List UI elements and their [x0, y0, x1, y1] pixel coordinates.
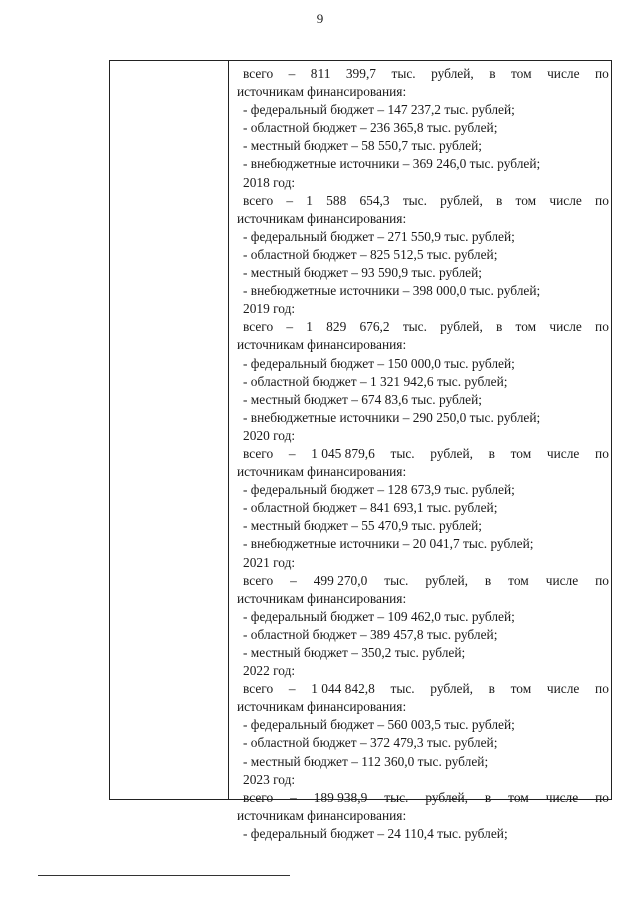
year-heading: 2018 год: [243, 174, 296, 190]
budget-item: - внебюджетные источники – 290 250,0 тыс. рублей; [243, 409, 541, 425]
total-line [237, 318, 609, 336]
total-word: числе [547, 66, 580, 81]
budget-item: - областной бюджет – 372 479,3 тыс. рублей; [243, 735, 498, 751]
total-word: всего [243, 789, 274, 805]
total-word: том [515, 319, 537, 335]
total-word: рублей, [425, 789, 468, 805]
total-word: 676,2 [359, 319, 390, 335]
total-word: рублей, [431, 66, 474, 81]
total-word: рублей, [425, 572, 468, 588]
budget-item: - областной бюджет – 841 693,1 тыс. рублей; [243, 500, 498, 516]
total-word: – [288, 66, 296, 81]
total-word: в [496, 192, 503, 208]
total-word: по [595, 66, 609, 81]
total-word: – [290, 789, 297, 805]
year-heading: 2021 год: [243, 554, 296, 570]
total-word: всего [243, 681, 274, 697]
budget-item: - внебюджетные источники – 398 000,0 тыс. рублей; [243, 283, 541, 299]
total-word: числе [546, 681, 580, 697]
total-line [237, 445, 609, 463]
total-line [237, 572, 609, 590]
total-word: по [595, 572, 609, 588]
total-word: том [510, 445, 532, 461]
total-word: – [288, 445, 296, 461]
budget-item: - областной бюджет – 825 512,5 тыс. рублей; [243, 246, 498, 262]
funding-sources-line: источникам финансирования: [237, 464, 407, 480]
budget-item: - областной бюджет – 236 365,8 тыс. рублей; [243, 120, 498, 136]
budget-item: - федеральный бюджет – 271 550,9 тыс. рублей; [243, 228, 515, 244]
budget-item: - федеральный бюджет – 147 237,2 тыс. рублей; [243, 102, 515, 118]
footnote-divider [38, 875, 290, 876]
total-line [237, 192, 609, 210]
table-label-cell [110, 61, 229, 799]
total-word: тыс. [390, 681, 415, 697]
total-word: 1 045 879,6 [311, 445, 375, 461]
total-word: 399,7 [345, 66, 376, 81]
total-word: том [515, 192, 537, 208]
total-word: тыс. [390, 445, 415, 461]
total-word: – [286, 319, 294, 335]
budget-item: - местный бюджет – 350,2 тыс. рублей; [243, 645, 466, 660]
total-word: – [290, 572, 297, 588]
total-word: том [511, 66, 532, 81]
total-word: тыс. [391, 66, 416, 81]
budget-item: - федеральный бюджет – 128 673,9 тыс. рублей; [243, 482, 515, 498]
funding-sources-line: источникам финансирования: [237, 699, 407, 715]
total-word: 499 270,0 [313, 572, 368, 588]
year-heading: 2020 год: [243, 427, 296, 443]
total-line [237, 789, 609, 807]
total-line [237, 65, 609, 83]
total-word: – [288, 681, 296, 697]
funding-sources-line: источникам финансирования: [237, 807, 407, 823]
total-word: по [595, 445, 609, 461]
total-word: по [595, 319, 609, 335]
total-word: тыс. [402, 192, 427, 208]
total-word: тыс. [402, 319, 427, 335]
total-word: – [286, 192, 294, 208]
total-word: в [484, 789, 492, 805]
total-word: в [496, 319, 503, 335]
budget-item: - местный бюджет – 112 360,0 тыс. рублей; [243, 753, 489, 769]
funding-table [109, 60, 612, 841]
total-word: рублей, [430, 681, 473, 697]
budget-item: - федеральный бюджет – 109 462,0 тыс. рублей; [243, 608, 515, 624]
total-word: в [484, 572, 492, 588]
total-word: 1 [306, 319, 313, 335]
total-word: рублей, [440, 192, 483, 208]
total-word: в [489, 66, 496, 81]
budget-item: - местный бюджет – 58 550,7 тыс. рублей; [243, 138, 482, 154]
funding-sources-line: источникам финансирования: [237, 210, 407, 226]
page-number: 9 [316, 11, 324, 26]
total-word: 811 [310, 66, 331, 81]
total-word: 1 044 842,8 [311, 681, 375, 697]
total-line [237, 680, 609, 698]
total-word: по [595, 789, 609, 805]
budget-item: - областной бюджет – 1 321 942,6 тыс. рублей; [243, 373, 508, 389]
budget-item: - внебюджетные источники – 20 041,7 тыс. рублей; [243, 536, 534, 552]
total-word: рублей, [430, 445, 473, 461]
total-word: числе [545, 789, 579, 805]
budget-item: - местный бюджет – 93 590,9 тыс. рублей; [243, 265, 482, 281]
total-word: всего [243, 572, 274, 588]
total-word: 829 [326, 319, 347, 335]
total-word: числе [549, 319, 582, 335]
budget-item: - местный бюджет – 674 83,6 тыс. рублей; [243, 391, 482, 407]
total-word: в [488, 445, 495, 461]
budget-item: - местный бюджет – 55 470,9 тыс. рублей; [243, 518, 482, 534]
total-word: тыс. [384, 572, 409, 588]
total-word: числе [549, 192, 582, 208]
funding-sources-line: источникам финансирования: [237, 337, 407, 353]
total-word: рублей, [440, 319, 483, 335]
total-word: том [508, 572, 529, 588]
table-content-cell [229, 61, 611, 841]
budget-item: - федеральный бюджет – 560 003,5 тыс. рублей; [243, 717, 515, 733]
budget-item: - внебюджетные источники – 369 246,0 тыс. рублей; [243, 156, 541, 172]
total-word: том [508, 789, 529, 805]
total-word: 588 [326, 192, 347, 208]
total-word: в [488, 681, 495, 697]
total-word: 654,3 [359, 192, 390, 208]
funding-sources-line: источникам финансирования: [237, 590, 407, 606]
budget-item: - федеральный бюджет – 150 000,0 тыс. рублей; [243, 355, 515, 371]
year-heading: 2019 год: [243, 301, 296, 317]
budget-item: - федеральный бюджет – 24 110,4 тыс. рублей; [243, 825, 508, 841]
total-word: всего [243, 319, 274, 335]
total-word: тыс. [384, 789, 409, 805]
year-heading: 2022 год: [243, 663, 296, 679]
total-word: всего [243, 192, 274, 208]
total-word: по [595, 681, 609, 697]
total-word: всего [243, 66, 274, 81]
total-word: 189 938,9 [313, 789, 368, 805]
total-word: 1 [306, 192, 313, 208]
total-word: всего [243, 445, 274, 461]
funding-sources-line: источникам финансирования: [237, 84, 407, 100]
total-word: том [510, 681, 532, 697]
total-word: числе [545, 572, 579, 588]
year-heading: 2023 год: [243, 771, 296, 787]
total-word: числе [546, 445, 580, 461]
budget-item: - областной бюджет – 389 457,8 тыс. рублей; [243, 626, 498, 642]
total-word: по [595, 192, 609, 208]
